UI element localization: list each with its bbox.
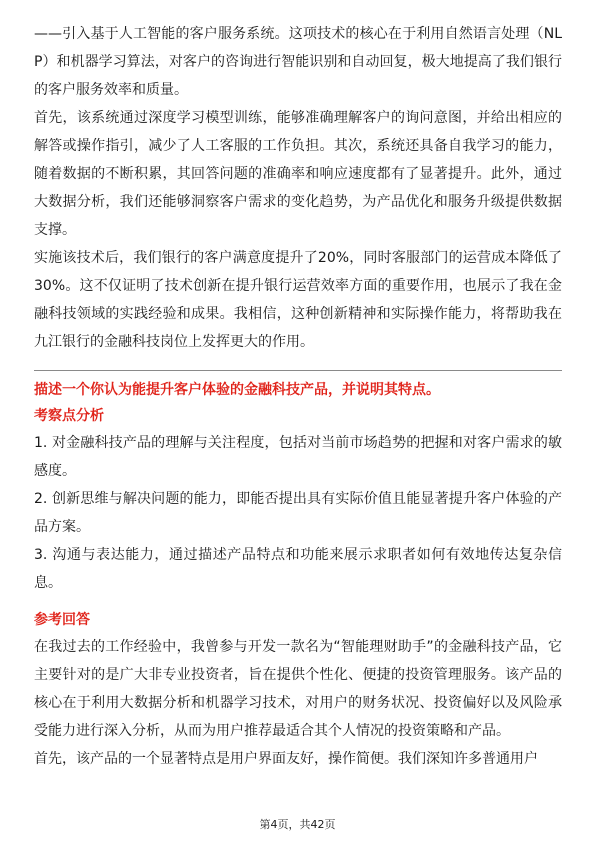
intro-paragraph-1: ——引入基于人工智能的客户服务系统。这项技术的核心在于利用自然语言处理（NLP）和机器学习算法，对客户的咨询进行智能识别和自动回复，极大地提高了我们银行的客户服务效率和质量。 [34,26,562,98]
intro-paragraph-2: 首先，该系统通过深度学习模型训练，能够准确理解客户的询问意图，并给出相应的解答或操作指引，减少了人工客服的工作负担。其次，系统还具备自我学习的能力，随着数据的不断积累，其回答问题的准确率和响应速度都有了显著提升。此外，通过大数据分析，我们还能够洞察客户需求的变化趋势，为产品优化和服务升级提供数据支撑。 [34,110,562,238]
section-divider [34,370,562,371]
analysis-item-2: 2. 创新思维与解决问题的能力，即能否提出具有实际价值且能显著提升客户体验的产品方案。 [34,491,562,535]
answer-heading: 参考回答 [34,612,90,628]
analysis-item-1: 1. 对金融科技产品的理解与关注程度，包括对当前市场趋势的把握和对客户需求的敏感度。 [34,435,562,479]
analysis-item-3: 3. 沟通与表达能力，通过描述产品特点和功能来展示求职者如何有效地传达复杂信息。 [34,547,562,591]
spacer [34,597,562,607]
intro-paragraph-3: 实施该技术后，我们银行的客户满意度提升了20%，同时客服部门的运营成本降低了30%。这不仅证明了技术创新在提升银行运营效率方面的重要作用，也展示了我在金融科技领域的实践经验和成果。我相信，这种创新精神和实际操作能力，将帮助我在九江银行的金融科技岗位上发挥更大的作用。 [34,250,562,350]
page-footer: 第4页，共42页 [259,818,336,831]
answer-paragraph-2: 首先，该产品的一个显著特点是用户界面友好，操作简便。我们深知许多普通用户 [34,751,538,767]
page-content [34,20,562,773]
answer-paragraph-1: 在我过去的工作经验中，我曾参与开发一款名为“智能理财助手”的金融科技产品，它主要针对的是广大非专业投资者，旨在提供个性化、便捷的投资管理服务。该产品的核心在于利用大数据分析和机器学习技术，对用户的财务状况、投资偏好以及风险承受能力进行深入分析，从而为用户推荐最适合其个人情况的投资策略和产品。 [34,639,562,739]
analysis-heading: 考察点分析 [34,408,104,424]
question-title: 描述一个你认为能提升客户体验的金融科技产品，并说明其特点。 [34,382,440,398]
